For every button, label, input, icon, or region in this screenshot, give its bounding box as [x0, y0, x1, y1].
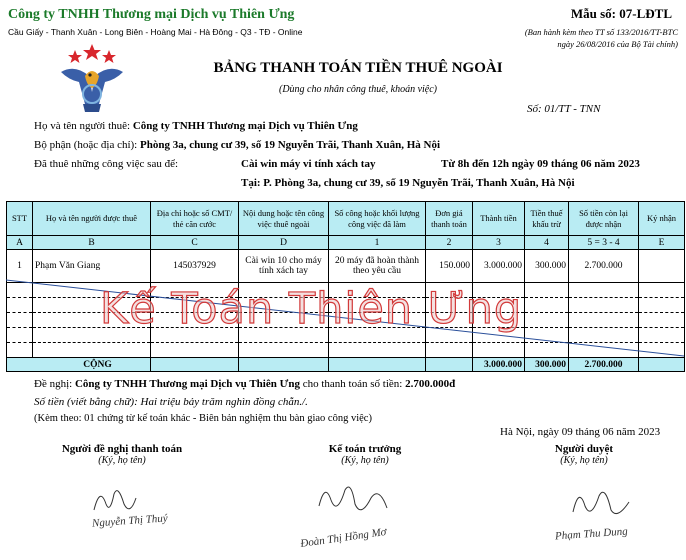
total-amount: 3.000.000: [473, 358, 525, 372]
row-id: 145037929: [151, 250, 239, 283]
header-address: Địa chỉ hoặc số CMT/ thẻ căn cước: [151, 202, 239, 236]
header-tax: Tiền thuế khấu trừ: [525, 202, 569, 236]
row-stt: 1: [7, 250, 33, 283]
request-prefix: Đề nghị:: [34, 378, 73, 390]
dept-line: [34, 139, 440, 151]
table-header-row: [7, 202, 685, 236]
form-note: [525, 26, 678, 50]
company-name: Công ty TNHH Thương mại Dịch vụ Thiên Ưng: [8, 7, 295, 22]
words-value: Hai triệu bảy trăm nghìn đồng chẵn./.: [140, 396, 308, 408]
header-volume: Số công hoặc khối lượng công việc đã làm: [329, 202, 426, 236]
signature-sub: (Ký, họ tên): [341, 455, 389, 466]
letter-cell: 4: [525, 236, 569, 250]
letter-cell: D: [239, 236, 329, 250]
words-line: [34, 396, 308, 408]
letter-cell: A: [7, 236, 33, 250]
watermark: Kế Toán Thiên Ưng: [100, 284, 523, 334]
dept-value: Phòng 3a, chung cư 39, số 19 Nguyễn Trãi, Thanh Xuân, Hà Nội: [140, 139, 441, 151]
renter-line: [34, 120, 358, 132]
signature-title: Người duyệt: [554, 443, 614, 455]
work-place: Tại: P. Phòng 3a, chung cư 39, số 19 Nguyễn Trãi, Thanh Xuân, Hà Nội: [241, 177, 575, 189]
document-title: BẢNG THANH TOÁN TIỀN THUÊ NGOÀI: [213, 60, 503, 76]
signature-name: Phạm Thu Dung: [554, 525, 629, 543]
request-company: Công ty TNHH Thương mại Dịch vụ Thiên Ưng: [74, 378, 300, 390]
signature-name: Nguyễn Thị Thuý: [91, 512, 169, 530]
eagle-logo: [55, 42, 129, 114]
form-note-line-1: (Ban hành kèm theo TT số 133/2016/TT-BTC: [524, 27, 678, 37]
renter-value: Công ty TNHH Thương mại Dịch vụ Thiên Ưng: [132, 120, 358, 132]
signature-name: Đoàn Thị Hồng Mơ: [299, 526, 388, 550]
signature-block-approver: [494, 443, 674, 466]
header-sign: Ký nhận: [639, 202, 685, 236]
document-subtitle: (Dùng cho nhân công thuê, khoán việc): [278, 84, 437, 95]
letter-cell: C: [151, 236, 239, 250]
row-amount: 3.000.000: [473, 250, 525, 283]
document-number: Số: 01/TT - TNN: [527, 103, 601, 115]
signature-sub: (Ký, họ tên): [98, 455, 146, 466]
row-volume: 20 máy đã hoàn thành theo yêu cầu: [329, 250, 426, 283]
request-line: [34, 378, 455, 390]
attachment-line: (Kèm theo: 01 chứng từ kế toán khác - Biên bản nghiệm thu bàn giao công việc): [34, 413, 372, 424]
request-amount: 2.700.000đ: [405, 378, 456, 390]
row-price: 150.000: [426, 250, 473, 283]
header-price: Đơn giá thanh toán: [426, 202, 473, 236]
signature-sub: (Ký, họ tên): [560, 455, 608, 466]
form-note-line-2: ngày 26/08/2016 của Bộ Tài chính): [557, 39, 678, 49]
row-name: Phạm Văn Giang: [33, 250, 151, 283]
table-letters-row: [7, 236, 685, 250]
signature-title: Người đề nghị thanh toán: [61, 443, 183, 455]
letter-cell: B: [33, 236, 151, 250]
work-label: Đã thuê những công việc sau để:: [34, 158, 179, 170]
header-amount: Thành tiền: [473, 202, 525, 236]
row-tax: 300.000: [525, 250, 569, 283]
letter-cell: 2: [426, 236, 473, 250]
signature-block-chief-accountant: [275, 443, 455, 466]
letter-cell: E: [639, 236, 685, 250]
signature-mark: [565, 482, 655, 526]
header-content: Nội dung hoặc tên công việc thuê ngoài: [239, 202, 329, 236]
header-stt: STT: [7, 202, 33, 236]
request-mid: cho thanh toán số tiền:: [302, 378, 403, 390]
header-net: Số tiền còn lại được nhận: [569, 202, 639, 236]
row-content: Cài win 10 cho máy tính xách tay: [239, 250, 329, 283]
signature-title: Kế toán trưởng: [328, 443, 402, 455]
renter-label: Họ và tên người thuê:: [34, 120, 131, 132]
letter-cell: 5 = 3 - 4: [569, 236, 639, 250]
signature-block-requester: [32, 443, 212, 466]
sign-date: Hà Nội, ngày 09 tháng 06 năm 2023: [500, 426, 661, 438]
words-label: Số tiền (viết bằng chữ):: [34, 396, 138, 408]
signature-mark: [315, 478, 405, 528]
row-net: 2.700.000: [569, 250, 639, 283]
branch-list: Cầu Giấy - Thanh Xuân - Long Biên - Hoàng Mai - Hà Đông - Q3 - TĐ - Online: [8, 27, 303, 37]
work-time: Từ 8h đến 12h ngày 09 tháng 06 năm 2023: [441, 158, 640, 170]
letter-cell: 3: [473, 236, 525, 250]
total-label: CỘNG: [7, 358, 151, 372]
dept-label: Bộ phận (hoặc địa chỉ):: [34, 139, 138, 151]
total-tax: 300.000: [525, 358, 569, 372]
total-net: 2.700.000: [569, 358, 639, 372]
letter-cell: 1: [329, 236, 426, 250]
total-row: [7, 358, 685, 372]
header-name: Họ và tên người được thuê: [33, 202, 151, 236]
work-value: Cài win máy vi tính xách tay: [241, 158, 376, 170]
form-code: Mẫu số: 07-LĐTL: [570, 6, 672, 21]
